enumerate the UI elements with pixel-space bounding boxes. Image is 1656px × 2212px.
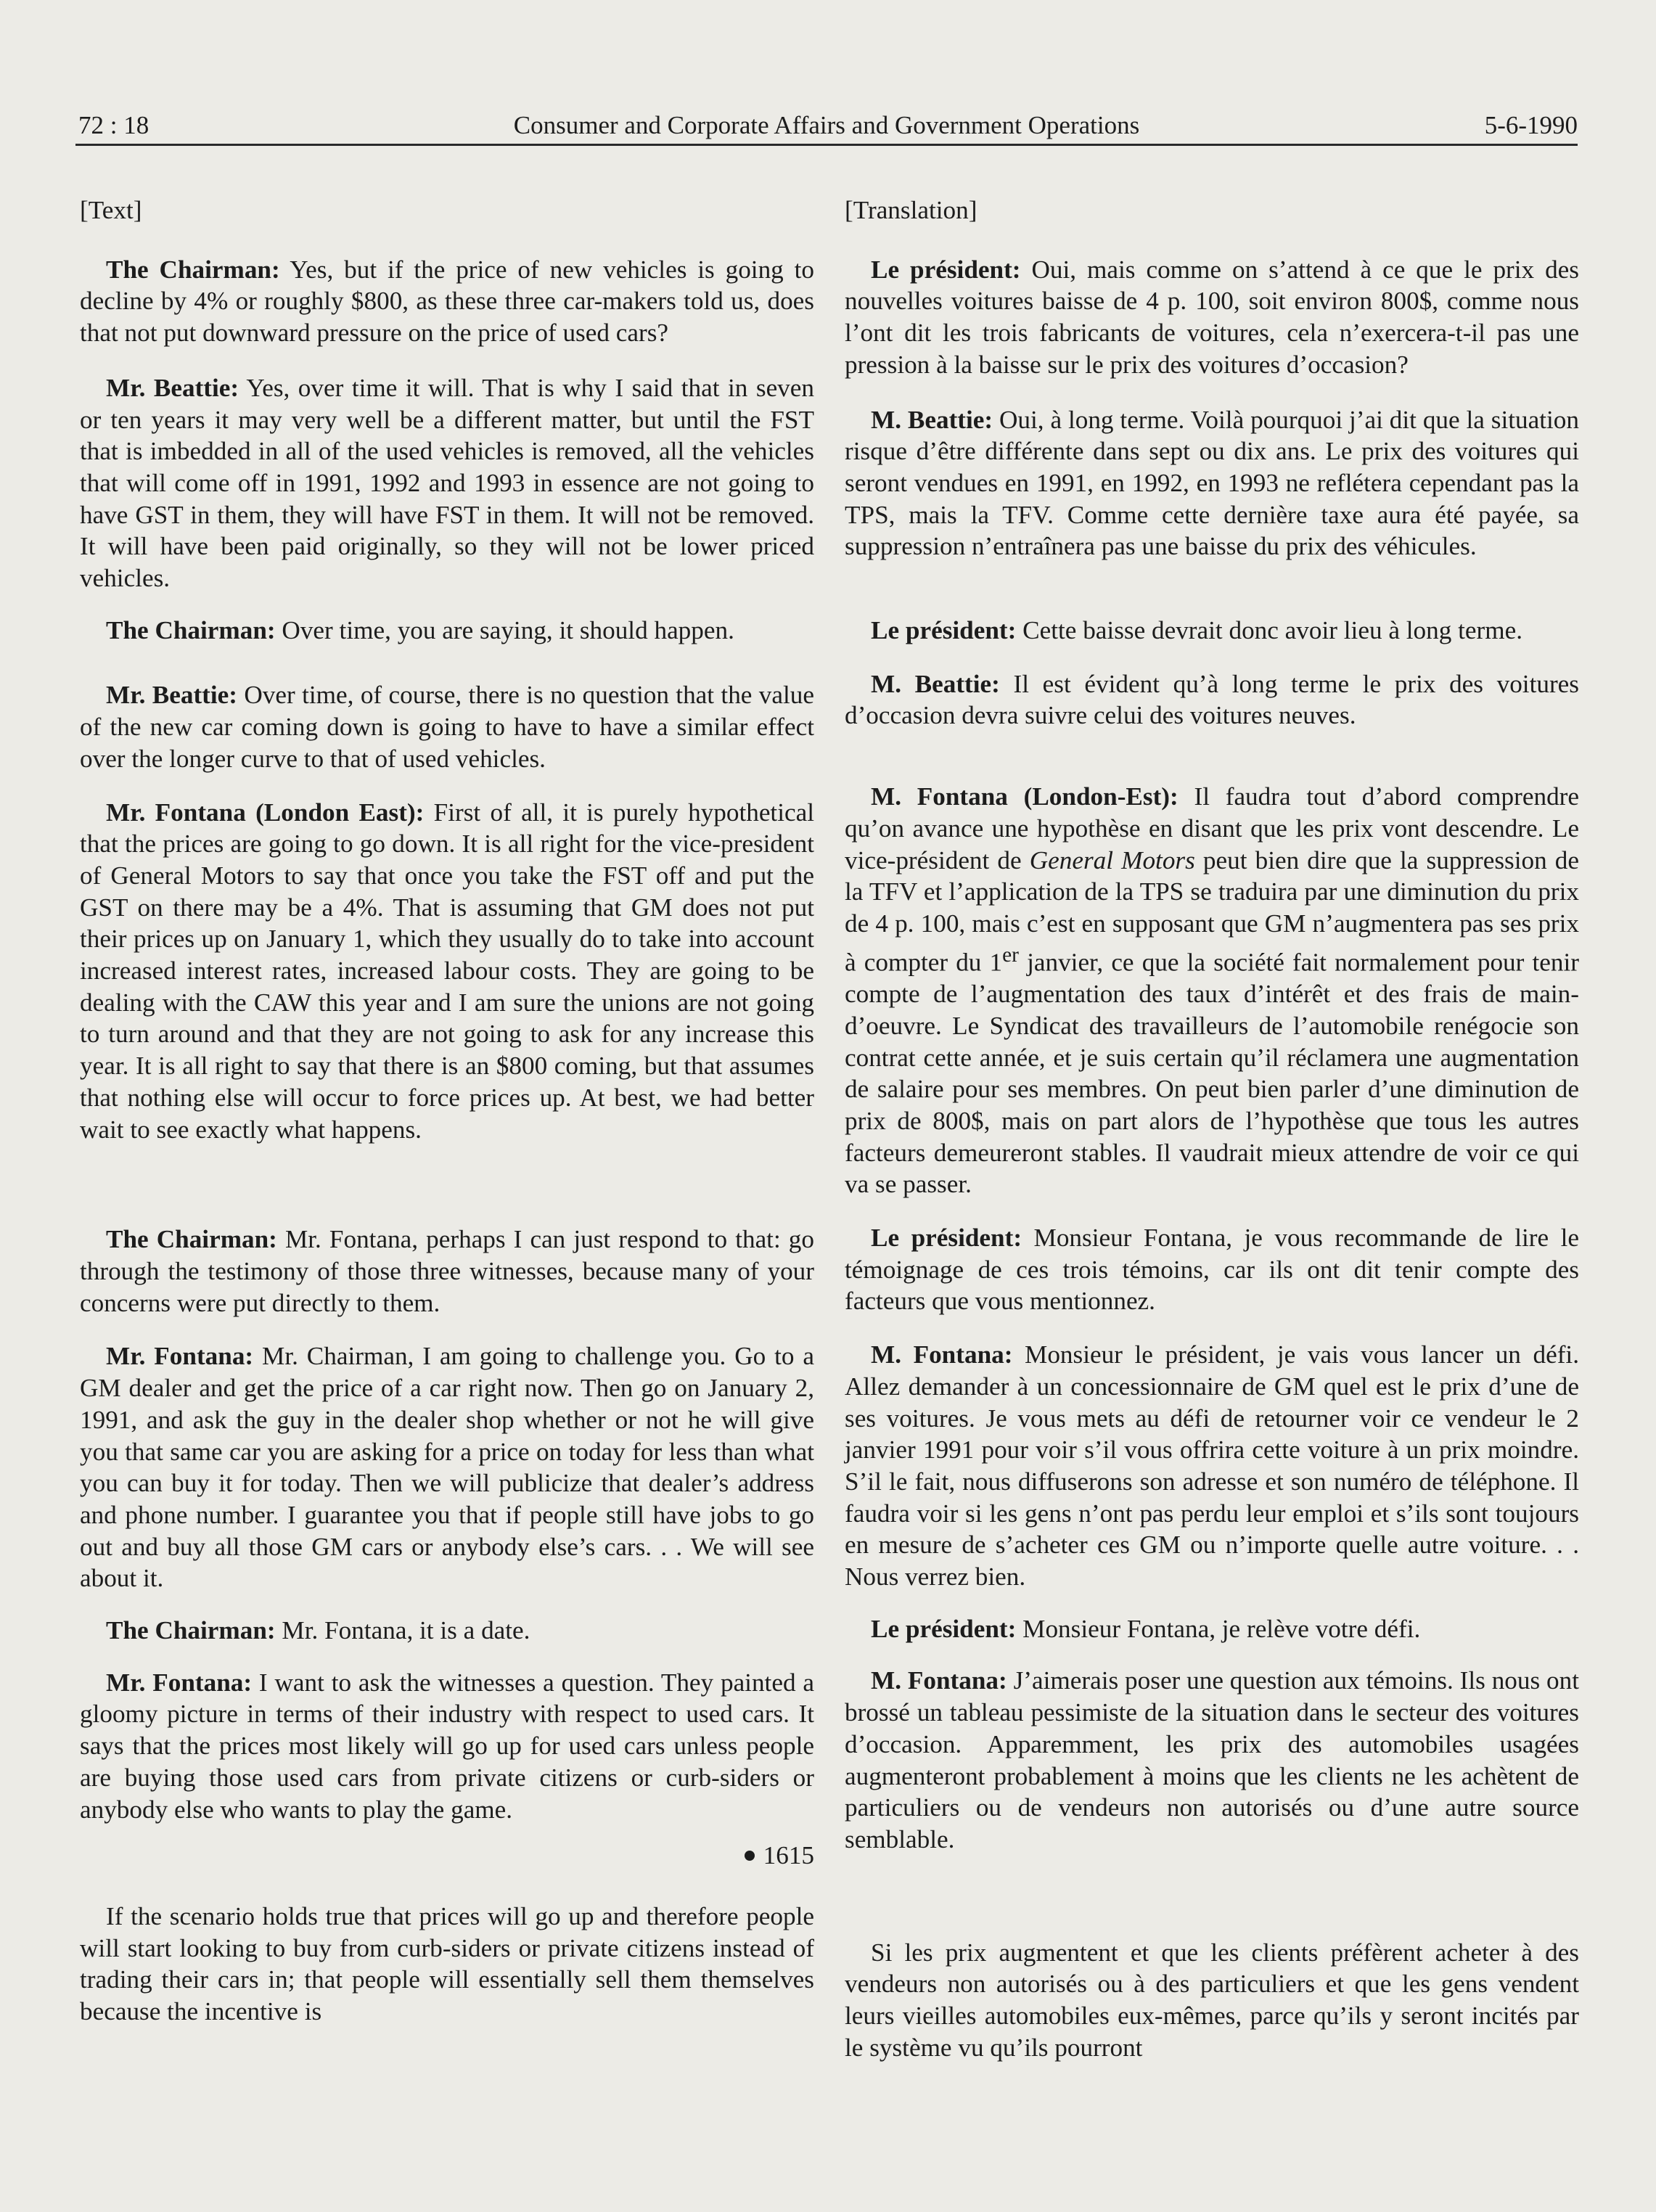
page-number: 72 : 18	[78, 111, 149, 139]
header-rule	[75, 144, 1578, 146]
paragraph: Mr. Fontana (London East): First of all, it is purely hypothetical that the prices are going to go down. It is all right for the vice-president of General Motors to say that once you take the FST off and put the GST on there may be a 4%. That is assuming that GM does not put their prices up on January 1, which they usually do to take into account increased interest rates, increased labour costs. They are going to be dealing with the CAW this year and I am sure the unions are not going to turn around and that they are not going to ask for any increase this year. It is all right to say that there is an $800 coming, but that assumes that nothing else will occur to force prices up. At best, we had better wait to see exactly what happens.	[80, 798, 814, 1144]
page-header	[75, 107, 1578, 144]
paragraph: The Chairman: Mr. Fontana, it is a date.	[106, 1616, 530, 1645]
paragraph: Mr. Fontana: I want to ask the witnesses a question. They painted a gloomy picture in terms of their industry with respect to used cars. It says that the prices most likely will go up for used cars unless people are buying those used cars from private citizens or curb-siders or anybody else who wants to play the game.	[80, 1668, 814, 1824]
paragraph: If the scenario holds true that prices will go up and therefore people will start looking to buy from curb-siders or private citizens instead of trading their cars in; that people will essentially sell them themselves because the incentive is	[80, 1901, 814, 2026]
paragraph: Le président: Cette baisse devrait donc avoir lieu à long terme.	[871, 616, 1523, 645]
paragraph: M. Fontana (London-Est): Il faudra tout d’abord comprendre qu’on avance une hypothèse en disant que les prix vont descendre. Le vice-président de General Motors peut bien dire que la suppression de la TFV et l’application de la TPS se traduira par une diminution du prix de 4 p. 100, mais c’est en supposant que GM n’augmentera pas ses prix à compter du 1er janvier, ce que la société fait normalement pour tenir compte de l’augmentation des taux d’intérêt et des frais de main-d’oeuvre. Le Syndicat des travailleurs de l’automobile renégocie son contrat cette année, et je suis certain qu’il réclamera une augmentation de salaire pour ses membres. On peut bien parler d’une diminution de prix de 800$, mais on part alors de l’hypothèse que tous les autres facteurs demeureront stables. Il vaudrait mieux attendre de voir ce qui va se passer.	[845, 782, 1579, 1199]
text-tag: [Text]	[80, 196, 142, 224]
time-marker: 1615	[80, 1840, 814, 1872]
paragraph: Mr. Fontana: Mr. Chairman, I am going to challenge you. Go to a GM dealer and get the price of a car right now. Then go on January 2, 1991, and ask the guy in the dealer shop whether or not he will give you that same car you are asking for a price on today for less than what you can buy it for today. Then we will publicize that dealer’s address and phone number. I guarantee you that if people still have jobs to go out and buy all those GM cars or anybody else’s cars. . . We will see about it.	[80, 1342, 814, 1593]
paragraph: Mr. Beattie: Yes, over time it will. That is why I said that in seven or ten years it may very well be a different matter, but until the FST that is imbedded in all of the used vehicles is removed, all the vehicles that will come off in 1991, 1992 and 1993 in essence are not going to have GST in them, they will have FST in them. It will not be removed. It will have been paid originally, so they will not be lower priced vehicles.	[80, 373, 814, 593]
paragraph: Le président: Oui, mais comme on s’attend à ce que le prix des nouvelles voitures baisse de 4 p. 100, soit environ 800$, comme nous l’ont dit les trois fabricants de voitures, cela n’exercera-t-il pas une pression à la baisse sur le prix des voitures d’occasion?	[845, 255, 1579, 379]
paragraph: The Chairman: Mr. Fontana, perhaps I can just respond to that: go through the testimony of those three witnesses, because many of your concerns were put directly to them.	[80, 1225, 814, 1317]
paragraph: Mr. Beattie: Over time, of course, there is no question that the value of the new car coming down is going to have to have a similar effect over the longer curve to that of used vehicles.	[80, 681, 815, 773]
header-date: 5-6-1990	[1484, 111, 1578, 139]
french-column	[845, 194, 1579, 2063]
paragraph: Le président: Monsieur Fontana, je vous recommande de lire le témoignage de ces trois témoins, car ils ont dit tenir compte des facteurs que vous mentionnez.	[845, 1224, 1580, 1316]
paragraph: M. Fontana: Monsieur le président, je vais vous lancer un défi. Allez demander à un concessionnaire de GM quel est le prix d’une de ses voitures. Je vous mets au défi de retourner voir ce vendeur le 2 janvier 1991 pour voir s’il vous offrira cette voiture à un prix moindre. S’il le fait, nous diffuserons son adresse et son numéro de téléphone. Il faudra voir si les gens n’ont pas perdu leur emploi et s’ils sont toujours en mesure de s’acheter ces GM ou n’importe quelle autre voiture. . . Nous verrez bien.	[845, 1340, 1579, 1592]
paragraph: Si les prix augmentent et que les clients préfèrent acheter à des vendeurs non autorisés ou à des particuliers et que les gens vendent leurs vieilles automobiles eux-mêmes, parce qu’ils y seront incités par le système vu qu’ils pourront	[845, 1938, 1579, 2062]
bullet-icon	[745, 1851, 755, 1861]
paragraph: M. Beattie: Oui, à long terme. Voilà pourquoi j’ai dit que la situation risque d’être différente dans sept ou dix ans. Le prix des voitures qui seront vendues en 1991, en 1992, en 1993 ne reflétera cependant pas la TPS, mais la TFV. Comme cette dernière taxe aura été payée, sa suppression n’entraînera pas une baisse du prix des véhicules.	[845, 405, 1579, 561]
english-column	[80, 194, 814, 2028]
paragraph: Le président: Monsieur Fontana, je relève votre défi.	[871, 1614, 1421, 1643]
paragraph: The Chairman: Over time, you are saying, it should happen.	[106, 615, 734, 644]
paragraph: The Chairman: Yes, but if the price of new vehicles is going to decline by 4% or roughly $800, as these three car-makers told us, does that not put downward pressure on the price of used cars?	[80, 255, 814, 348]
translation-tag: [Translation]	[845, 196, 977, 224]
paragraph: M. Fontana: J’aimerais poser une question aux témoins. Ils nous ont brossé un tableau pessimiste de la situation dans le secteur des voitures d’occasion. Apparemment, les prix des automobiles usagées augmenteront probablement à moins que les clients ne les achètent de particuliers ou de vendeurs non autorisés ou d’une autre source semblable.	[845, 1666, 1580, 1853]
running-title: Consumer and Corporate Affairs and Government Operations	[513, 111, 1140, 139]
paragraph: M. Beattie: Il est évident qu’à long terme le prix des voitures d’occasion devra suivre celui des voitures neuves.	[845, 669, 1579, 730]
